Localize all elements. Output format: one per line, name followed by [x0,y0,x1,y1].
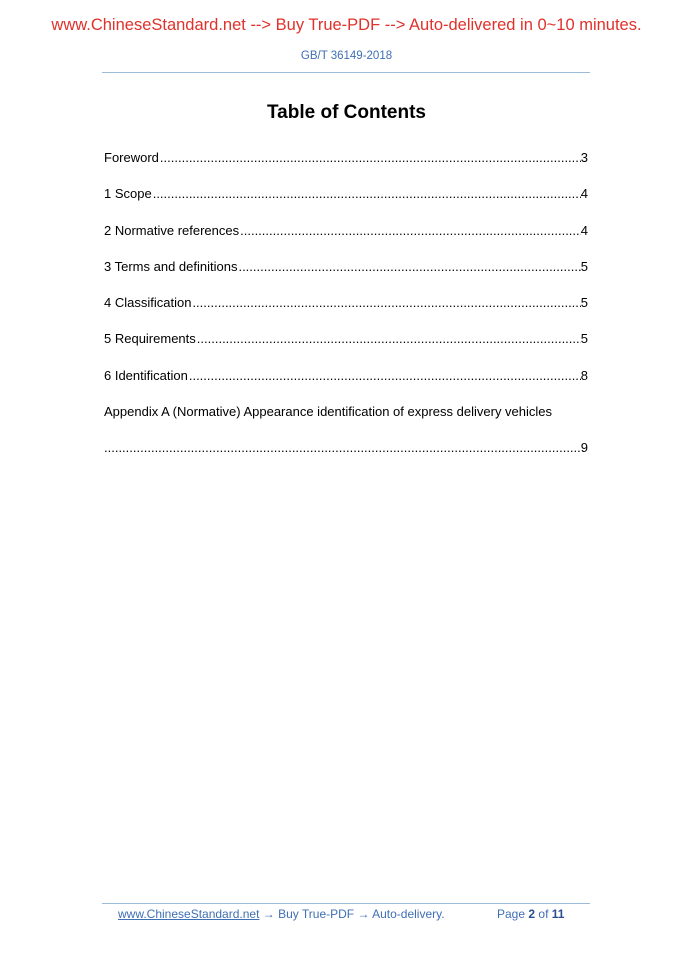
toc-entry-identification[interactable] [104,368,588,404]
toc-entry-label: Foreword [104,150,159,165]
page-indicator [497,907,564,921]
toc-entry-label: Appendix A (Normative) Appearance identification of express delivery vehicles [104,404,553,420]
footer-promo: → Buy True-PDF → Auto-delivery. [259,907,445,921]
table-of-contents [104,150,588,477]
page-total: 11 [551,907,565,921]
toc-entry-page: 4 [580,186,588,202]
toc-entry-page: 5 [580,295,588,311]
toc-leader-dots [160,150,581,165]
toc-entry-classification[interactable] [104,295,588,331]
toc-entry-appendix-a[interactable] [104,404,588,440]
footer-site-link[interactable]: www.ChineseStandard.net [118,907,260,921]
toc-entry-label: 6 Identification [104,367,188,383]
toc-entry-requirements[interactable] [104,331,588,367]
toc-entry-page: 8 [580,367,588,383]
toc-entry-page: 5 [580,331,588,347]
toc-leader-dots [197,331,581,346]
page-current: 2 [528,907,536,921]
toc-entry-page: 4 [580,222,588,238]
standard-code: GB/T 36149-2018 [300,50,393,62]
toc-entry-page: 9 [580,440,588,456]
toc-entry-label: 2 Normative references [104,222,240,238]
toc-leader-dots [104,440,581,455]
toc-leader-dots [238,259,580,274]
page-label: Page [497,907,526,921]
toc-entry-scope[interactable] [104,186,588,222]
toc-entry-normative-references[interactable] [104,223,588,259]
toc-leader-dots [240,223,581,238]
toc-entry-page: 3 [580,150,588,165]
toc-leader-dots [192,295,580,310]
toc-entry-label: 1 Scope [104,186,152,202]
page-footer [118,907,578,921]
header-divider [102,72,590,73]
toc-leader-dots [153,186,581,201]
toc-entry-page: 5 [580,258,588,274]
toc-entry-label: 5 Requirements [104,331,196,347]
toc-entry-label: 4 Classification [104,295,192,311]
toc-title: Table of Contents [266,102,427,123]
footer-divider [102,903,590,904]
toc-entry-label: 3 Terms and definitions [104,258,238,274]
page-of: of [538,907,549,921]
toc-entry-foreword[interactable] [104,150,588,186]
toc-entry-appendix-a-continuation[interactable] [104,440,588,476]
toc-leader-dots [189,368,581,383]
toc-entry-terms-definitions[interactable] [104,259,588,295]
top-banner[interactable]: www.ChineseStandard.net --> Buy True-PDF --> Auto-delivered in 0~10 minutes. [51,16,642,34]
